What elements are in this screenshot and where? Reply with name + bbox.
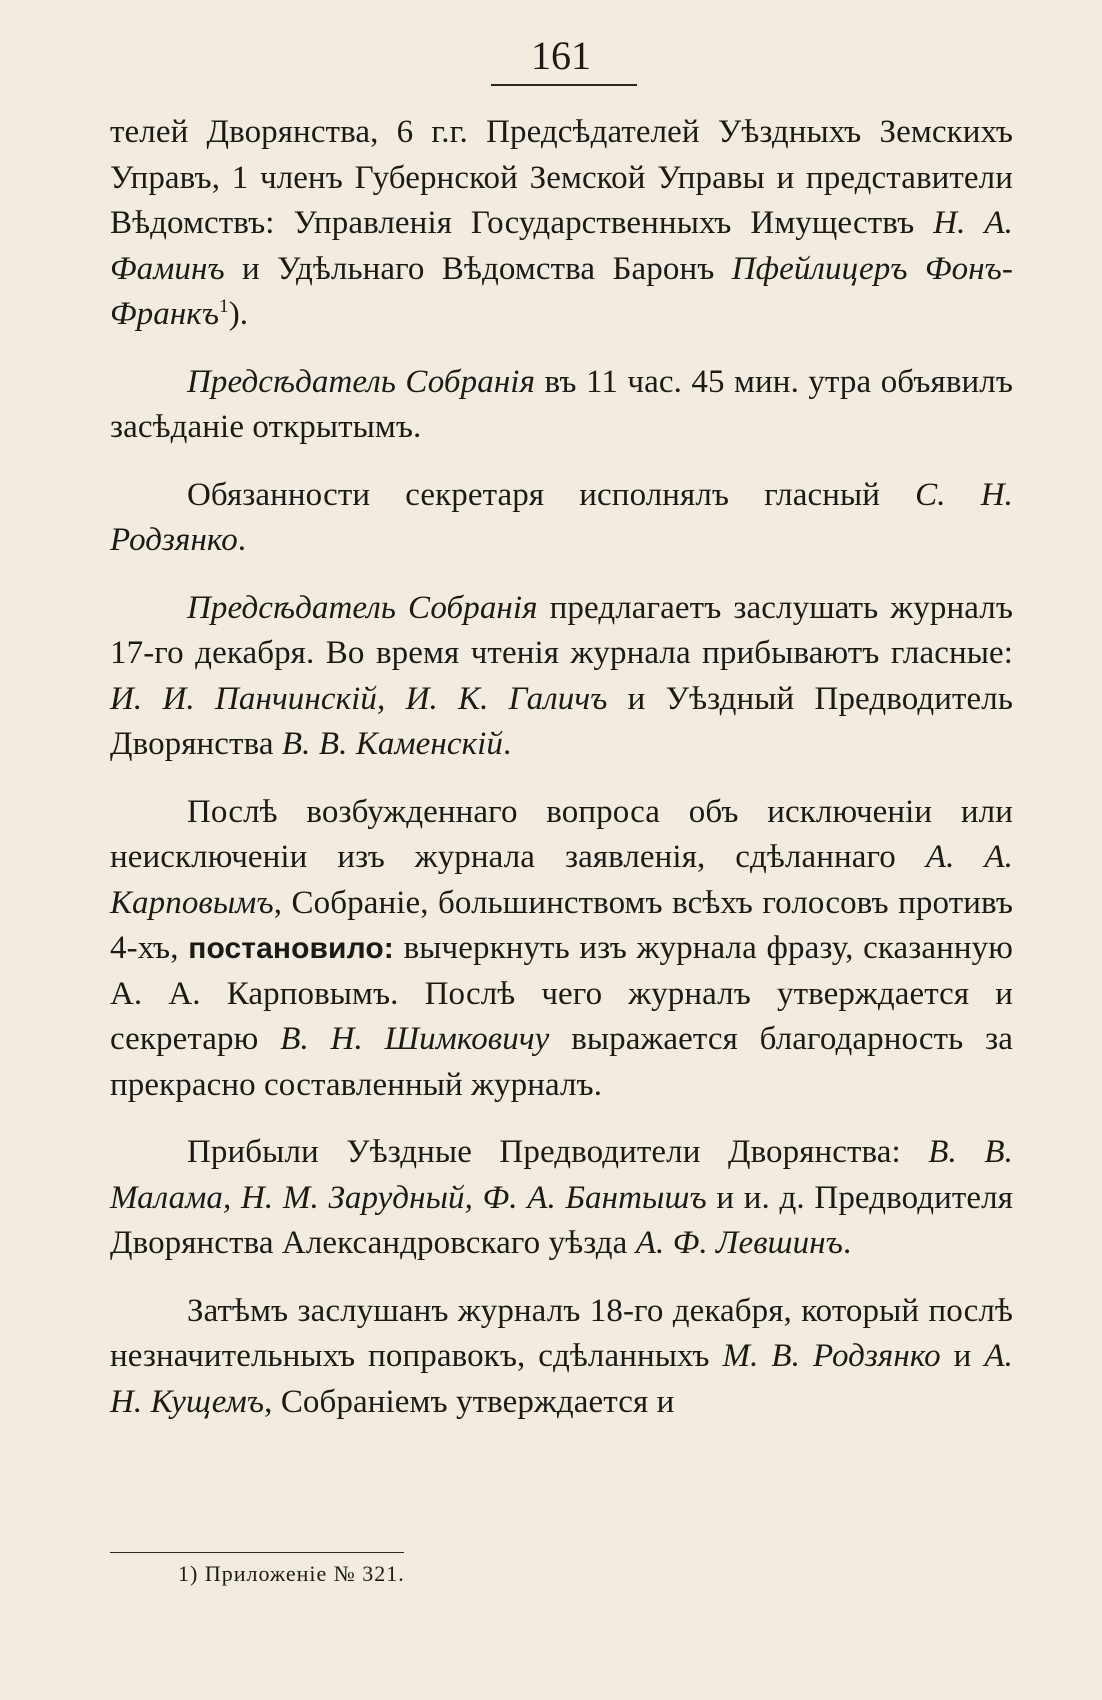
text-run: предлагаетъ заслушать журналъ 17-го декабря. Во время чтенія журнала прибываютъ гласные: (110, 589, 1013, 671)
italic-name-run: М. В. Родзянко (722, 1338, 941, 1374)
text-run: , Собраніемъ утверждается и (264, 1383, 675, 1420)
body-text (110, 110, 1013, 1447)
paragraph-journal-17 (110, 586, 1013, 768)
italic-name-run: Предсѣдатель Собранія (187, 589, 538, 626)
footnote-rule (110, 1552, 404, 1553)
text-run: . (842, 1225, 852, 1261)
text-run: Затѣмъ заслушанъ журналъ 18-го декабря, который послѣ незначительныхъ поправокъ, сдѣланныхъ (110, 1292, 1013, 1374)
paragraph-opening (110, 360, 1013, 451)
text-run: . (502, 726, 512, 762)
text-run: Обязанности секретаря исполнялъ гласный (187, 476, 916, 513)
paragraph-secretary (110, 473, 1013, 564)
text-run: и Уѣздный Предводитель Дворянства (110, 680, 1013, 762)
italic-name-run: И. И. Панчинскій, И. К. Галичъ (110, 680, 608, 717)
text-run: выражается благодарность за прекрасно составленный журналъ. (110, 1021, 1013, 1103)
italic-name-run: С. Н. Родзянко (110, 476, 1014, 558)
text-run: и (940, 1338, 985, 1374)
paragraph-karpov-resolution (110, 790, 1013, 1109)
italic-name-run: Пфейлицеръ Фонъ-Франкъ (110, 250, 1013, 332)
text-run: ). (228, 296, 249, 332)
text-run: въ 11 час. 45 мин. утра объявилъ засѣданіе открытымъ. (110, 363, 1013, 445)
footnote-marker: 1 (219, 296, 229, 317)
italic-name-run: А. Ф. Левшинъ (635, 1225, 843, 1261)
page-number-rule (491, 84, 637, 86)
italic-name-run: Предсѣдатель Собранія (187, 363, 536, 400)
paragraph-arrivals (110, 1130, 1013, 1267)
page-number: 161 (531, 33, 591, 78)
italic-name-run: В. В. Каменскій (281, 726, 503, 762)
italic-name-run: В. В. Малама, Н. М. Зарудный, Ф. А. Бантышъ (110, 1134, 1013, 1216)
text-run: Прибыли Уѣздные Предводители Дворянства: (187, 1134, 929, 1170)
text-run: . (237, 522, 247, 558)
text-run: вычеркнуть изъ журнала фразу, сказанную А. А. Карповымъ. Послѣ чего журналъ утверждается и секретарю (110, 930, 1014, 1057)
italic-name-run: А. А. Карповымъ (110, 839, 1013, 921)
bold-resolution-run: постановило: (188, 932, 394, 965)
paragraph-journal-18 (110, 1289, 1013, 1426)
text-run: и и. д. Предводителя Дворянства Александровскаго уѣзда (110, 1179, 1013, 1261)
text-run: Послѣ возбужденнаго вопроса объ исключеніи или неисключеніи изъ журнала заявленія, сдѣланнаго (110, 793, 1013, 875)
text-run: телей Дворянства, 6 г.г. Предсѣдателей Уѣздныхъ Земскихъ Управъ, 1 членъ Губернской Земской Управы и представители Вѣдомствъ: Управленія Государственныхъ Имуществъ (110, 114, 1013, 241)
italic-name-run: А. Н. Кущемъ (110, 1338, 1013, 1420)
italic-name-run: Н. А. Фаминъ (110, 205, 1013, 287)
text-run: , Собраніе, большинствомъ всѣхъ голосовъ противъ 4-хъ, (110, 884, 1013, 966)
footnote: 1) Приложеніе № 321. (178, 1561, 405, 1586)
italic-name-run: В. Н. Шимковичу (280, 1021, 550, 1057)
paragraph-continued (110, 110, 1013, 338)
text-run: и Удѣльнаго Вѣдомства Баронъ (224, 250, 732, 287)
